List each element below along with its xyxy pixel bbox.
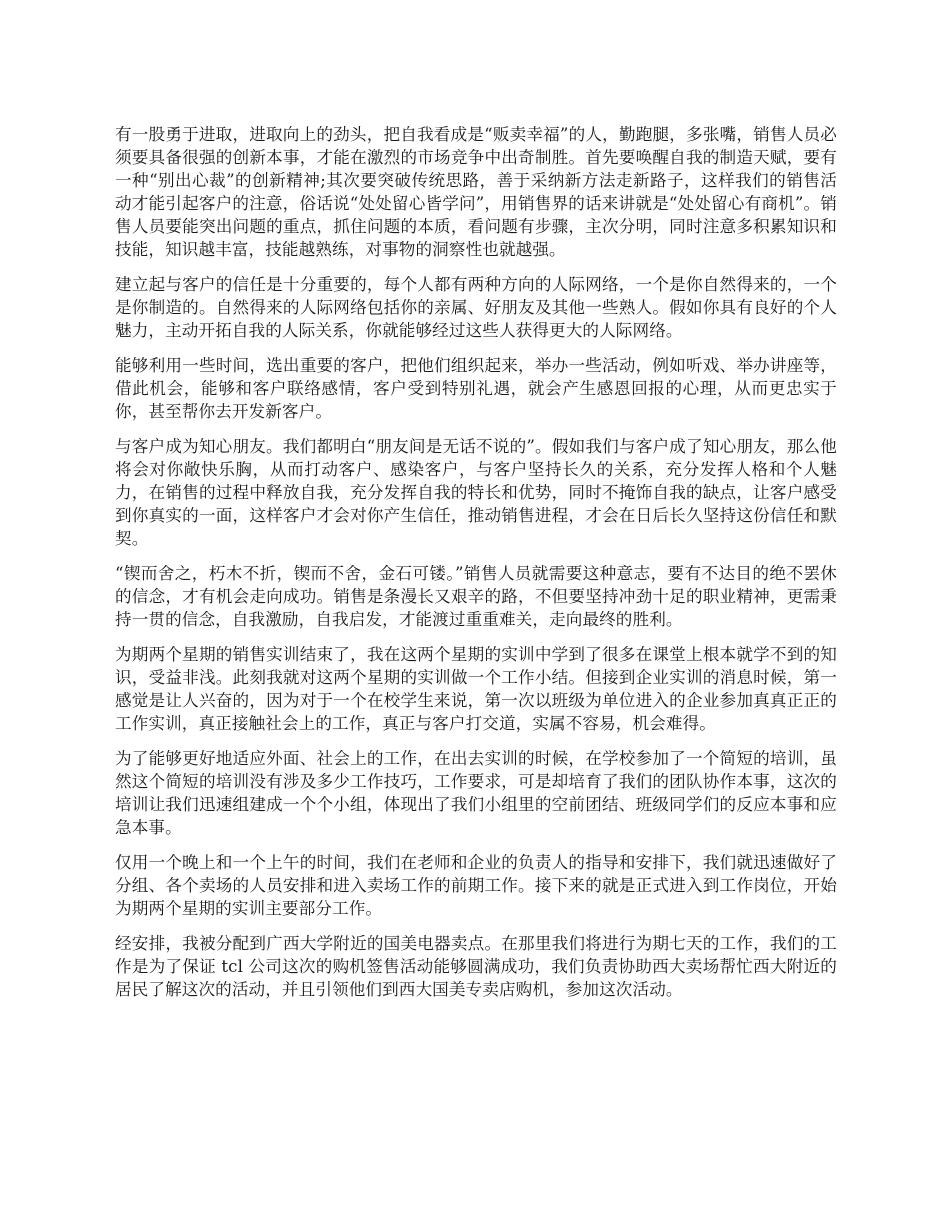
paragraph-4: 与客户成为知心朋友。我们都明白“朋友间是无话不说的”。假如我们与客户成了知心朋友，那么他将会对你敞快乐胸，从而打动客户、感染客户，与客户坚持长久的关系，充分发挥人格和个人魅力，在销售的过程中释放自我，充分发挥自我的特长和优势，同时不掩饰自我的缺点，让客户感受到你真实的一面，这样客户才会对你产生信任，推动销售进程，才会在日后长久坚持这份信任和默契。 — [115, 437, 837, 548]
paragraph-3: 能够利用一些时间，选出重要的客户，把他们组织起来，举办一些活动，例如听戏、举办讲座等，借此机会，能够和客户联络感情，客户受到特别礼遇，就会产生感恩回报的心理，从而更忠实于你，甚至帮你去开发新客户。 — [115, 356, 837, 421]
paragraph-2: 建立起与客户的信任是十分重要的，每个人都有两种方向的人际网络，一个是你自然得来的，一个是你制造的。自然得来的人际网络包括你的亲属、好朋友及其他一些熟人。假如你具有良好的个人魅力，主动开拓自我的人际关系，你就能够经过这些人获得更大的人际网络。 — [115, 275, 837, 340]
paragraph-7: 为了能够更好地适应外面、社会上的工作，在出去实训的时候，在学校参加了一个简短的培训，虽然这个简短的培训没有涉及多少工作技巧，工作要求，可是却培育了我们的团队协作本事，这次的培训让我们迅速组建成一个个小组，体现出了我们小组里的空前团结、班级同学们的反应本事和应急本事。 — [115, 749, 837, 837]
paragraph-5: “锲而舍之，朽木不折，锲而不舍，金石可镂。”销售人员就需要这种意志，要有不达目的绝不罢休的信念，才有机会走向成功。销售是条漫长又艰辛的路，不但要坚持冲劲十足的职业精神，更需秉持一贯的信念，自我激励，自我启发，才能渡过重重难关，走向最终的胜利。 — [115, 564, 837, 629]
paragraph-8: 仅用一个晚上和一个上午的时间，我们在老师和企业的负责人的指导和安排下，我们就迅速做好了分组、各个卖场的人员安排和进入卖场工作的前期工作。接下来的就是正式进入到工作岗位，开始为期两个星期的实训主要部分工作。 — [115, 853, 837, 918]
paragraph-6: 为期两个星期的销售实训结束了，我在这两个星期的实训中学到了很多在课堂上根本就学不到的知识，受益非浅。此刻我就对这两个星期的实训做一个工作小结。但接到企业实训的消息时候，第一感觉是让人兴奋的，因为对于一个在校学生来说，第一次以班级为单位进入的企业参加真真正正的工作实训，真正接触社会上的工作，真正与客户打交道，实属不容易，机会难得。 — [115, 645, 837, 733]
paragraph-1: 有一股勇于进取，进取向上的劲头，把自我看成是“贩卖幸福”的人，勤跑腿，多张嘴，销售人员必须要具备很强的创新本事，才能在激烈的市场竞争中出奇制胜。首先要唤醒自我的制造天赋，要有一种“别出心裁”的创新精神;其次要突破传统思路，善于采纳新方法走新路子，这样我们的销售活动才能引起客户的注意，俗话说“处处留心皆学问”，用销售界的话来讲就是“处处留心有商机”。销售人员要能突出问题的重点，抓住问题的本质，看问题有步骤，主次分明，同时注意多积累知识和技能，知识越丰富，技能越熟练，对事物的洞察性也就越强。 — [115, 125, 837, 259]
paragraph-9: 经安排，我被分配到广西大学附近的国美电器卖点。在那里我们将进行为期七天的工作，我们的工作是为了保证 tcl 公司这次的购机签售活动能够圆满成功，我们负责协助西大卖场帮忙西大附近的居民了解这次的活动，并且引领他们到西大国美专卖店购机，参加这次活动。 — [115, 934, 837, 999]
document-page — [115, 123, 837, 1013]
